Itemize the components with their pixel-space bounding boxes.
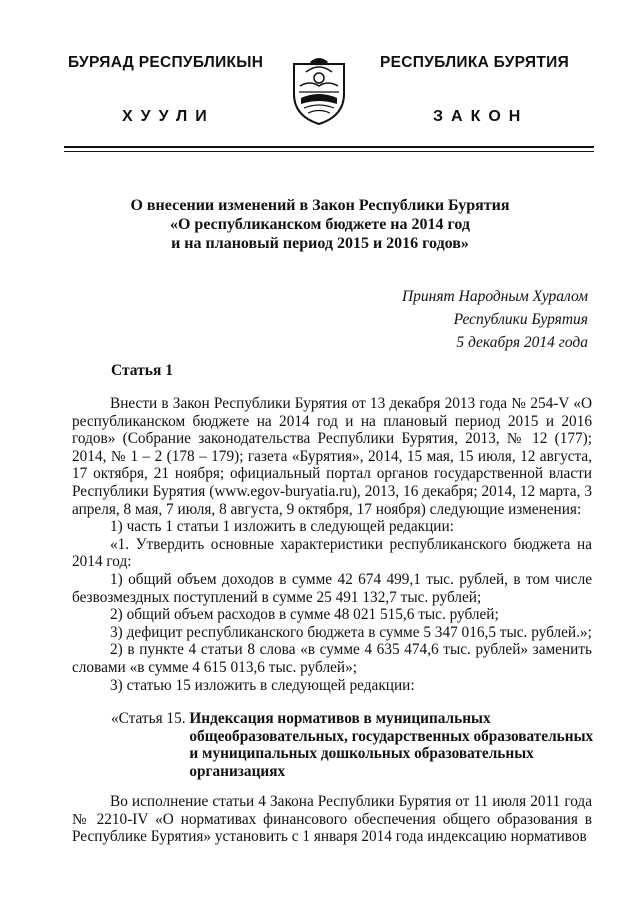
article-1-body <box>72 395 592 694</box>
law-title-line: «О республиканском бюджете на 2014 год <box>169 216 471 233</box>
coat-of-arms-icon <box>290 54 348 126</box>
adoption-date: 5 декабря 2014 года <box>456 334 588 351</box>
paragraph: «1. Утвердить основные характеристики республиканского бюджета на 2014 год: <box>72 535 592 571</box>
article-15-title: Индексация нормативов в муниципальных общеобразовательных, государственных образовательных и муниципальных дошкольных образовательных организациях <box>189 710 594 780</box>
law-title-line: и на плановый период 2015 и 2016 годов» <box>171 235 469 252</box>
paragraph: 2) в пункте 4 статьи 8 слова «в сумме 4 635 474,6 тыс. рублей» заменить словами «в сумме 4 615 013,6 тыс. рублей»; <box>72 641 592 676</box>
article-15-label: «Статья 15. <box>111 710 186 727</box>
law-title <box>60 196 580 253</box>
header-khuuli: ХУУЛИ <box>122 108 215 125</box>
paragraph: 2) общий объем расходов в сумме 48 021 515,6 тыс. рублей; <box>110 606 499 624</box>
paragraph: 1) часть 1 статьи 1 изложить в следующей редакции: <box>110 518 454 536</box>
adoption-line: Принят Народным Хуралом <box>401 288 588 305</box>
adoption-note <box>402 285 588 354</box>
paragraph: Во исполнение статьи 4 Закона Республики Бурятия от 11 июля 2011 года № 2210-IV «О нормативах финансового обеспечения общего образования в Республике Бурятия» установить с 1 января 2014 года индексацию нормативов <box>72 793 592 846</box>
header-rule-thin <box>64 151 594 152</box>
header-buryat-republic: БУРЯАД РЕСПУБЛИКЫН <box>68 54 264 71</box>
header-rule-thick <box>64 146 594 148</box>
article-15-heading <box>111 710 599 780</box>
article-15-body <box>72 793 592 846</box>
header-republic-buryatia: РЕСПУБЛИКА БУРЯТИЯ <box>380 54 570 71</box>
header-zakon: ЗАКОН <box>433 108 529 125</box>
law-title-line: О внесении изменений в Закон Республики Бурятия <box>130 197 510 214</box>
paragraph: Внести в Закон Республики Бурятия от 13 декабря 2013 года № 254-V «О республиканском бюджете на 2014 год и на плановый период 2015 и 2016 годов» (Собрание законодательства Республики Бурятия, 2013, № 12 (177); 2014, № 1 – 2 (178 – 179); газета «Бурятия», 2014, 15 мая, 15 июля, 12 августа, 17 октября, 21 ноября; официальный портал органов государственной власти Республики Бурятия (www.egov-buryatia.ru), 2013, 16 декабря; 2014, 12 марта, 3 апреля, 8 мая, 7 июля, 8 августа, 9 октября, 17 ноября) следующие изменения: <box>72 395 592 518</box>
article-1-heading: Статья 1 <box>111 362 173 379</box>
paragraph: 3) статью 15 изложить в следующей редакции: <box>110 676 415 694</box>
paragraph: 1) общий объем доходов в сумме 42 674 499,1 тыс. рублей, в том числе безвозмездных поступлений в сумме 25 491 132,7 тыс. рублей; <box>72 570 592 606</box>
adoption-line: Республики Бурятия <box>453 311 588 328</box>
paragraph: 3) дефицит республиканского бюджета в сумме 5 347 016,5 тыс. рублей.»; <box>110 623 592 641</box>
